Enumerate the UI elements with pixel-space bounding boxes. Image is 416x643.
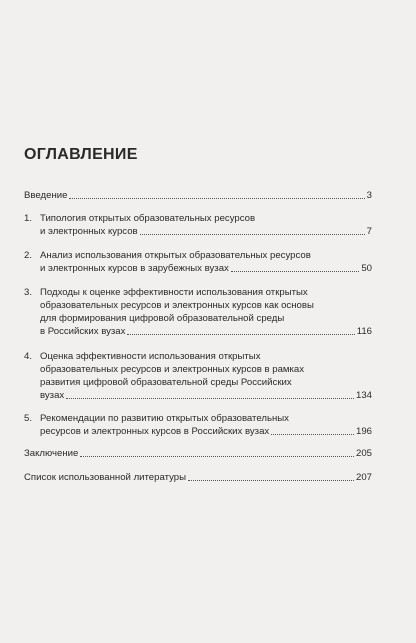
toc-line (24, 286, 372, 299)
toc-line (24, 189, 372, 202)
toc-entry-title: Список использованной литературы (24, 472, 187, 483)
toc-entry-title-line: Рекомендации по развитию открытых образовательных (40, 413, 289, 424)
dot-leader (140, 233, 365, 235)
toc-entry-title-line: вузах (40, 390, 65, 401)
dot-leader (80, 455, 354, 457)
toc-entry-chapter-3 (24, 286, 372, 338)
toc-entry-conclusion (24, 447, 372, 460)
toc-line (24, 447, 372, 460)
toc-page-number: 207 (355, 472, 372, 483)
toc-line (24, 312, 372, 325)
toc-line (24, 212, 372, 225)
dot-leader (188, 479, 354, 481)
toc-line (24, 249, 372, 262)
toc-chapter-number: 4. (24, 351, 33, 362)
toc-page-number: 205 (355, 448, 372, 459)
dot-leader (66, 397, 354, 399)
toc-entry-title-line: Типология открытых образовательных ресурсов (40, 213, 256, 224)
toc-line (24, 389, 372, 402)
toc-entry-bibliography (24, 471, 372, 484)
toc-entry-title: Введение (24, 190, 68, 201)
toc-entry-chapter-1 (24, 212, 372, 238)
toc-entry-chapter-2 (24, 249, 372, 275)
dot-leader (271, 433, 354, 435)
toc-line (24, 350, 372, 363)
toc-entry-title-line: развития цифровой образовательной среды Российских (40, 377, 292, 388)
toc-page-number: 7 (366, 226, 372, 237)
toc-entry-introduction (24, 189, 372, 202)
toc-line (24, 225, 372, 238)
toc-entry-title-line: для формирования цифровой образовательной среды (40, 313, 285, 324)
toc-entry-chapter-4 (24, 350, 372, 402)
dot-leader (231, 270, 359, 272)
toc-entry-title-line: ресурсов и электронных курсов в Российских вузах (40, 426, 270, 437)
toc-page-number: 134 (355, 390, 372, 401)
toc-chapter-number: 3. (24, 287, 33, 298)
toc-line (24, 325, 372, 338)
toc-line (24, 299, 372, 312)
toc-line (24, 262, 372, 275)
toc-line (24, 425, 372, 438)
toc-chapter-number: 2. (24, 250, 33, 261)
toc-entry-title-line: образовательных ресурсов и электронных курсов как основы (40, 300, 314, 311)
toc-page-number: 196 (355, 426, 372, 437)
toc-line (24, 376, 372, 389)
toc-entry-title-line: в Российских вузах (40, 326, 126, 337)
toc-line (24, 471, 372, 484)
toc-line (24, 412, 372, 425)
toc-entry-title-line: Оценка эффективности использования открытых (40, 351, 261, 362)
toc-title: ОГЛАВЛЕНИЕ (24, 146, 138, 163)
toc-page-number: 116 (356, 326, 372, 337)
toc-entry-title-line: образовательных ресурсов и электронных курсов в рамках (40, 364, 305, 375)
toc-line (24, 363, 372, 376)
toc-entry-title: Заключение (24, 448, 79, 459)
toc-entry-chapter-5 (24, 412, 372, 438)
toc-entry-title-line: и электронных курсов в зарубежных вузах (40, 263, 229, 274)
toc-page-number: 50 (361, 263, 372, 274)
dot-leader (69, 197, 364, 199)
toc-chapter-number: 5. (24, 413, 33, 424)
toc-entry-title-line: Подходы к оценке эффективности использования открытых (40, 287, 308, 298)
toc-entry-title-line: и электронных курсов (40, 226, 138, 237)
toc-chapter-number: 1. (24, 213, 33, 224)
toc-entry-title-line: Анализ использования открытых образовательных ресурсов (40, 250, 311, 261)
toc-page-number: 3 (366, 190, 372, 201)
dot-leader (127, 333, 354, 335)
